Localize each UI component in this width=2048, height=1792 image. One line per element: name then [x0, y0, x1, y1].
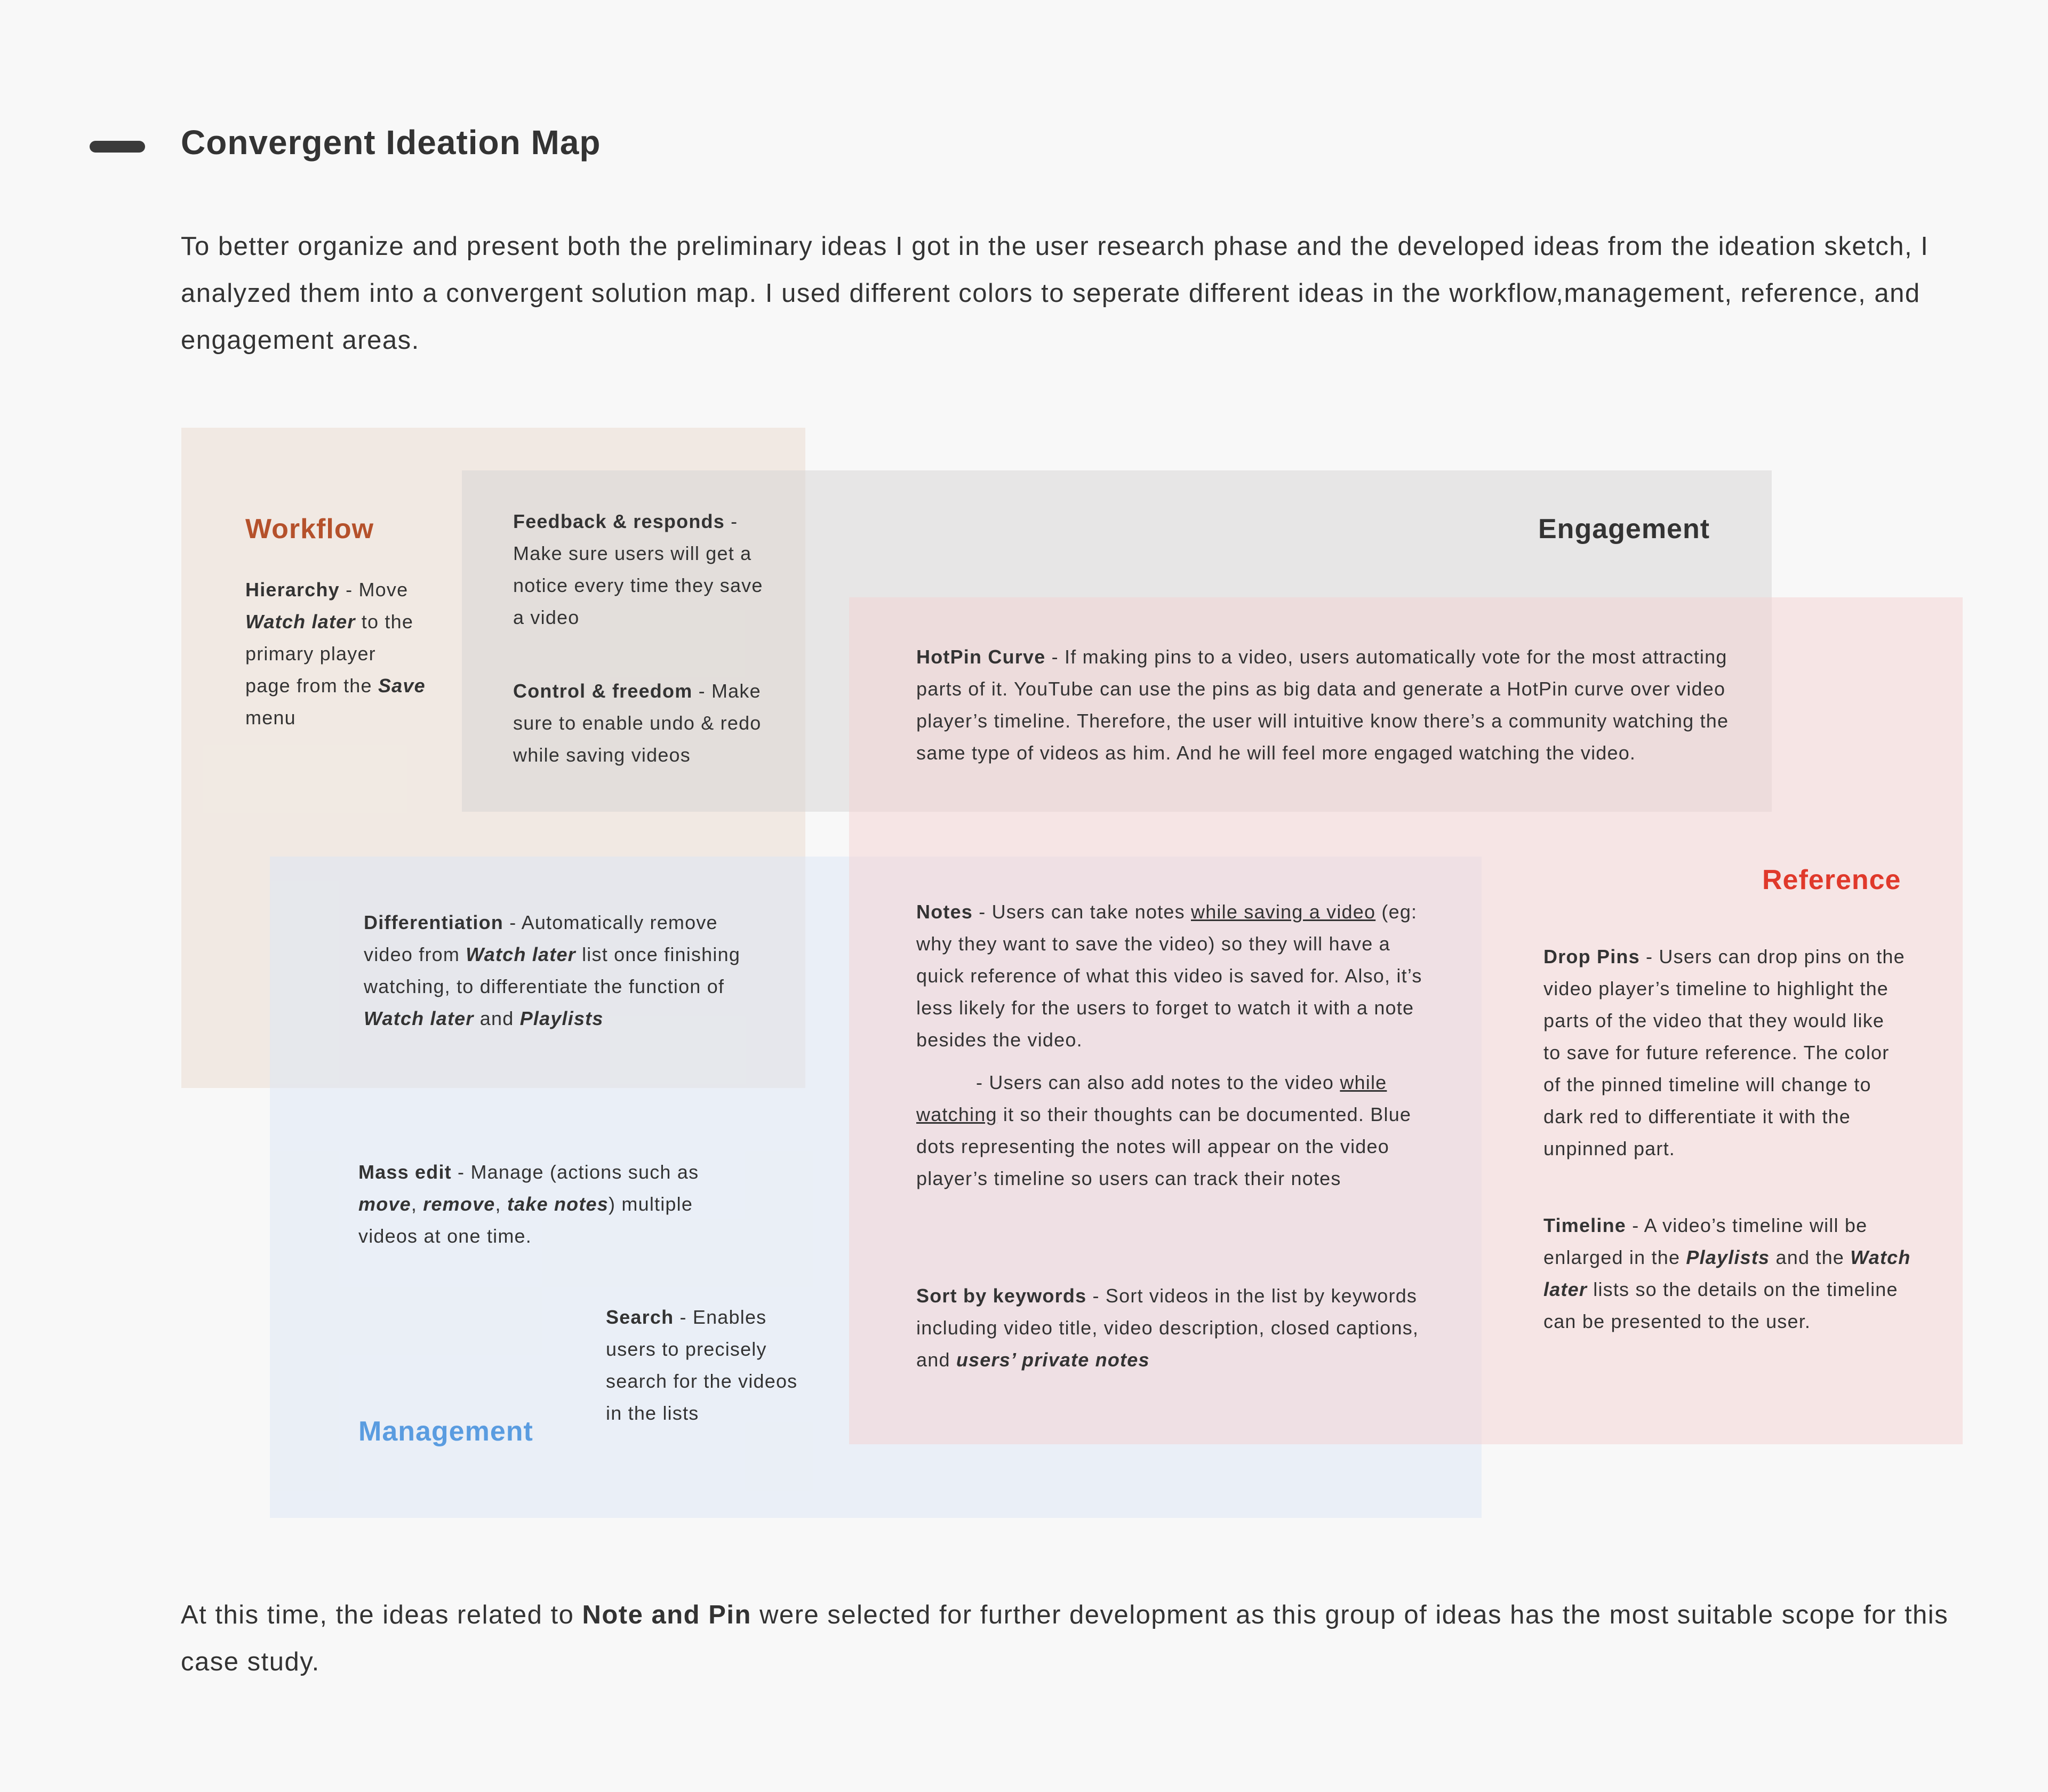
- idea-emphasis: Playlists: [1686, 1246, 1770, 1268]
- idea-mass-edit: [358, 1156, 700, 1252]
- idea-differentiation: [364, 907, 758, 1035]
- idea-title: Feedback & responds: [513, 510, 725, 532]
- idea-title: Notes: [916, 901, 973, 923]
- engagement-heading: Engagement: [1538, 514, 1710, 545]
- conclusion-text: At this time, the ideas related to: [181, 1601, 582, 1629]
- idea-emphasis: take notes: [507, 1193, 609, 1215]
- idea-text: - Enables users to precisely search for the videos in the lists: [606, 1306, 798, 1424]
- idea-sort-by-keywords: [916, 1280, 1428, 1376]
- idea-underline: while saving a video: [1191, 901, 1376, 923]
- idea-text: ) multiple videos at one time.: [358, 1193, 693, 1247]
- idea-title: Drop Pins: [1543, 946, 1640, 967]
- idea-emphasis: Watch later: [1543, 1246, 1911, 1300]
- idea-text: - Sort videos in the list by keywords including video title, video description, closed captions, and: [916, 1285, 1419, 1371]
- reference-heading: Reference: [1762, 865, 1901, 895]
- idea-notes-continued: [916, 1067, 1423, 1195]
- idea-text: lists so the details on the timeline can be presented to the user.: [1543, 1278, 1898, 1332]
- idea-text: - Manage (actions such as: [451, 1161, 699, 1183]
- idea-text: - Users can drop pins on the video player’s timeline to highlight the parts of the video that they would like to save for future reference. The color of the pinned timeline will change to dark red to differentiate it with the unpinned part.: [1543, 946, 1905, 1159]
- idea-title: Hierarchy: [245, 579, 340, 601]
- idea-hotpin-curve: [916, 641, 1754, 769]
- idea-text: list once finishing watching, to differentiate the function of: [364, 943, 741, 997]
- conclusion-emphasis: Note and Pin: [582, 1601, 751, 1629]
- idea-emphasis: remove: [423, 1193, 495, 1215]
- idea-text: - Make sure to enable undo & redo while saving videos: [513, 680, 762, 766]
- idea-emphasis: users’ private notes: [956, 1349, 1150, 1371]
- idea-title: Search: [606, 1306, 674, 1328]
- idea-text: ,: [411, 1193, 423, 1215]
- idea-title: Sort by keywords: [916, 1285, 1087, 1307]
- conclusion-paragraph: [181, 1591, 1957, 1685]
- idea-emphasis: Save: [378, 675, 426, 697]
- idea-emphasis: Watch later: [245, 611, 356, 633]
- idea-text: to the primary player page from the: [245, 611, 414, 697]
- idea-title: Differentiation: [364, 911, 504, 933]
- idea-text: - Users can take notes: [973, 901, 1191, 923]
- idea-text: menu: [245, 707, 296, 729]
- idea-title: Timeline: [1543, 1214, 1626, 1236]
- idea-title: HotPin Curve: [916, 646, 1046, 668]
- idea-text: - Automatically remove video from: [364, 911, 718, 965]
- idea-text: and: [474, 1007, 520, 1029]
- idea-text: - Users can also add notes to the video: [976, 1071, 1340, 1093]
- idea-text: - Move: [339, 579, 409, 601]
- idea-search: [606, 1301, 803, 1429]
- intro-paragraph: To better organize and present both the preliminary ideas I got in the user research phase and the developed ideas from the ideation sketch, I analyzed them into a convergent solution map. I used different colors to seperate different ideas in the workflow,management, reference, and engagement areas.: [181, 232, 1929, 355]
- idea-emphasis: Watch later: [364, 1007, 474, 1029]
- idea-emphasis: Playlists: [519, 1007, 604, 1029]
- idea-underline: while watching: [916, 1071, 1387, 1125]
- idea-text: and the: [1770, 1246, 1851, 1268]
- page-title: Convergent Ideation Map: [181, 123, 601, 162]
- conclusion-text: were selected for further development as this group of ideas has the most suitable scope for this case study.: [181, 1601, 1949, 1676]
- idea-emphasis: Watch later: [466, 943, 576, 965]
- section-marker: [90, 141, 145, 153]
- idea-text: it so their thoughts can be documented. Blue dots representing the notes will appear on the video player’s timeline so users can track their notes: [916, 1103, 1412, 1189]
- idea-timeline: [1543, 1210, 1911, 1338]
- idea-title: Control & freedom: [513, 680, 693, 702]
- idea-control-freedom: [513, 675, 780, 771]
- management-heading: Management: [358, 1416, 533, 1447]
- idea-text: - A video’s timeline will be enlarged in the: [1543, 1214, 1868, 1268]
- idea-emphasis: move: [358, 1193, 411, 1215]
- idea-text: - Make sure users will get a notice every time they save a video: [513, 510, 763, 628]
- idea-drop-pins: [1543, 941, 1906, 1165]
- workflow-heading: Workflow: [245, 514, 374, 545]
- idea-text: - If making pins to a video, users automatically vote for the most attracting parts of it. YouTube can use the pins as big data and generate a HotPin curve over video player’s timeline. Therefore, the user will intuitive know there’s a community watching the same type of videos as him. And he will feel more engaged watching the video.: [916, 646, 1729, 764]
- idea-notes: [916, 896, 1423, 1056]
- idea-text: ,: [495, 1193, 507, 1215]
- idea-title: Mass edit: [358, 1161, 452, 1183]
- idea-feedback: [513, 506, 780, 634]
- idea-hierarchy: [245, 574, 427, 734]
- idea-text: (eg: why they want to save the video) so they will have a quick reference of what this video is saved for. Also, it’s less likely for the users to forget to watch it with a note besides the video.: [916, 901, 1422, 1051]
